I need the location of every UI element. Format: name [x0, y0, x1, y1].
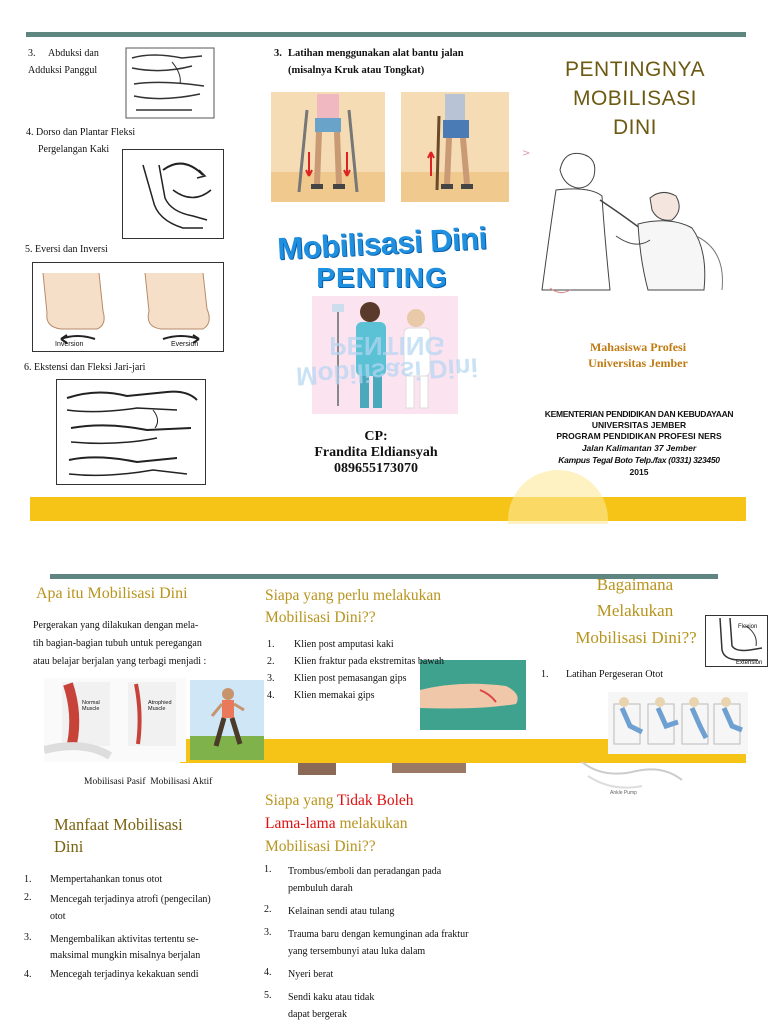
bagaimana-title-1: Bagaimana [596, 575, 674, 594]
siapa-item-4 [267, 689, 497, 706]
bagaimana-title-2: Melakukan [596, 601, 674, 620]
banner-reflection-2: Mobilisasi Dini [295, 352, 479, 392]
tidak-title-part-d: melakukan [335, 815, 408, 832]
tidak-item-number: 2. [264, 904, 272, 915]
extension-label: Extension [736, 660, 763, 666]
ankle-flexion-illustration [122, 149, 224, 239]
manfaat-item-number: 1. [24, 874, 32, 885]
banner-reflection-1: PENTING [329, 331, 445, 361]
nurse-elderly-illustration [520, 140, 732, 300]
bagaimana-item-number: 1. [541, 669, 549, 680]
siapa-item-text: Klien fraktur pada ekstremitas bawah [294, 656, 444, 667]
cp-name: Frandita Eldiansyah [314, 445, 438, 460]
tidak-item-text: pembuluh darah [288, 883, 353, 894]
item3-label-2: Adduksi Panggul [28, 65, 98, 76]
top-yellow-band [30, 497, 746, 521]
tidak-item-1 [264, 863, 504, 897]
institution-line-1: KEMENTERIAN PENDIDIKAN DAN KEBUDAYAAN [544, 409, 734, 419]
item3-label-1: Abduksi dan [48, 48, 99, 59]
item4-label-2: Pergelangan Kaki [38, 144, 110, 155]
tidak-item-text: Trauma baru dengan kemunginan ada fraktur [288, 929, 469, 940]
manfaat-title-1: Manfaat Mobilisasi [54, 815, 183, 834]
manfaat-list [24, 873, 244, 983]
manfaat-item-text: maksimal mungkin misalnya berjalan [50, 950, 201, 961]
manfaat-item-text: Mencegah terjadinya atrofi (pengecilan) [50, 894, 211, 905]
tidak-list [264, 863, 504, 1023]
tidak-item-text: Trombus/emboli dan peradangan pada [288, 866, 442, 877]
ankle-flexion-extension-illustration [705, 615, 768, 667]
tidak-title-part-b: Tidak Boleh [337, 792, 414, 809]
walking-aid-heading-number: 3. [274, 48, 282, 59]
inversion-label: Inversion [55, 341, 84, 348]
manfaat-item-3 [24, 931, 244, 965]
manfaat-item-1 [24, 873, 244, 889]
manfaat-title-2: Dini [54, 837, 84, 856]
author-line-2: Universitas Jember [588, 356, 688, 370]
svg-text:>: > [522, 148, 531, 159]
normal-muscle-label: Normal Muscle [82, 700, 100, 713]
item3-number: 3. [28, 48, 36, 59]
institution-line-4: Jalan Kalimantan 37 Jember [581, 443, 697, 453]
manfaat-item-text: Mempertahankan tonus otot [50, 874, 163, 885]
tidak-item-number: 5. [264, 990, 272, 1001]
eversion-inversion-illustration [32, 262, 224, 352]
siapa-list [267, 638, 497, 706]
siapa-item-3 [267, 672, 497, 689]
tidak-item-text: yang tersembunyi atau luka dalam [288, 946, 426, 957]
ankle-pump-label: Ankle Pump [610, 790, 637, 796]
siapa-item-text: Klien post amputasi kaki [294, 639, 394, 650]
manfaat-item-text: otot [50, 910, 66, 922]
tidak-item-5 [264, 989, 504, 1023]
cp-phone: 089655173070 [334, 461, 418, 476]
top-rule [26, 32, 746, 37]
apa-line-1: Pergerakan yang dilakukan dengan mela- [33, 620, 199, 631]
muscle-atrophy-illustration [44, 678, 186, 762]
cane-walking-illustration [401, 92, 509, 202]
siapa-title-1: Siapa yang perlu melakukan [265, 587, 442, 604]
cover-title-1: PENTINGNYA [565, 58, 705, 81]
cover-title-3: DINI [613, 116, 657, 139]
tidak-title-part-a: Siapa yang [265, 792, 338, 809]
manfaat-item-text: Mencegah terjadinya kekakuan sendi [50, 969, 199, 980]
manfaat-item-text: Mengembalikan aktivitas tertentu se- [50, 933, 199, 945]
tidak-title-2 [265, 815, 407, 833]
apa-line-2: tih bagian-bagian tubuh untuk peregangan [33, 638, 202, 649]
banner-title-1: Mobilisasi Dini [276, 220, 488, 267]
tidak-item-4 [264, 966, 504, 983]
siapa-item-number: 3. [267, 673, 275, 684]
apa-line-3: atau belajar berjalan yang terbagi menjadi : [33, 656, 207, 667]
tidak-item-3 [264, 926, 504, 960]
institution-line-6: 2015 [629, 467, 649, 477]
tidak-title-part-c: Lama-lama [265, 815, 336, 832]
walking-aid-heading-2: (misalnya Kruk atau Tongkat) [288, 65, 425, 76]
finger-exercise-illustration [56, 379, 206, 485]
tidak-item-text: Nyeri berat [288, 969, 334, 980]
bagaimana-title-3: Mobilisasi Dini?? [575, 628, 697, 647]
siapa-item-number: 1. [267, 639, 275, 650]
institution-line-2: UNIVERSITAS JEMBER [591, 420, 687, 430]
manfaat-item-2 [24, 891, 244, 925]
tidak-item-number: 3. [264, 927, 272, 938]
manfaat-item-number: 4. [24, 969, 32, 980]
muscle-exercise-illustration [608, 692, 748, 754]
manfaat-item-number: 2. [24, 892, 32, 903]
banner-title-2: PENTING [316, 262, 448, 293]
tidak-item-text: Sendi kaku atau tidak [288, 992, 375, 1003]
siapa-title-2: Mobilisasi Dini?? [265, 609, 376, 626]
manfaat-item-4 [24, 968, 244, 983]
institution-line-3: PROGRAM PENDIDIKAN PROFESI NERS [556, 431, 722, 441]
photo-strip-left [298, 763, 336, 775]
author-line-1: Mahasiswa Profesi [589, 340, 687, 354]
siapa-item-1 [267, 638, 497, 655]
cp-label: CP: [364, 429, 388, 444]
item5-label: 5. Eversi dan Inversi [25, 244, 108, 255]
atrophied-muscle-label: Atrophied Muscle [148, 700, 172, 713]
manfaat-item-number: 3. [24, 931, 32, 943]
ankle-pump-illustration [572, 758, 692, 800]
item4-label-1: 4. Dorso dan Plantar Fleksi [26, 127, 136, 138]
apa-title: Apa itu Mobilisasi Dini [36, 585, 188, 602]
hip-abduction-illustration [122, 44, 218, 122]
siapa-item-2 [267, 655, 497, 672]
crutch-walking-illustration [271, 92, 385, 202]
siapa-item-number: 4. [267, 690, 275, 701]
tidak-item-number: 4. [264, 967, 272, 978]
siapa-item-text: Klien post pemasangan gips [294, 673, 407, 684]
tidak-item-2 [264, 903, 504, 920]
band-circle-decoration [508, 470, 608, 524]
institution-line-5: Kampus Tegal Boto Telp./fax (0331) 323450 [558, 455, 720, 465]
siapa-item-number: 2. [267, 656, 275, 667]
tidak-item-text: Kelainan sendi atau tulang [288, 906, 395, 917]
flexion-label: Flexion [738, 624, 758, 630]
woman-walking-photo [190, 680, 264, 760]
tidak-title-3: Mobilisasi Dini?? [265, 838, 376, 855]
tidak-item-text: dapat bergerak [288, 1009, 347, 1020]
mobilisasi-caption: Mobilisasi Pasif Mobilisasi Aktif [84, 777, 213, 787]
tidak-title-1 [265, 792, 414, 810]
cover-title-2: MOBILISASI [572, 87, 698, 110]
siapa-item-text: Klien memakai gips [294, 690, 375, 701]
photo-strip-right [392, 763, 466, 773]
tidak-item-number: 1. [264, 864, 272, 875]
item6-label: 6. Ekstensi dan Fleksi Jari-jari [24, 362, 146, 373]
eversion-label: Eversion [171, 341, 199, 348]
bagaimana-item-text: Latihan Pergeseran Otot [566, 669, 664, 680]
walking-aid-heading-1: Latihan menggunakan alat bantu jalan [288, 48, 464, 59]
